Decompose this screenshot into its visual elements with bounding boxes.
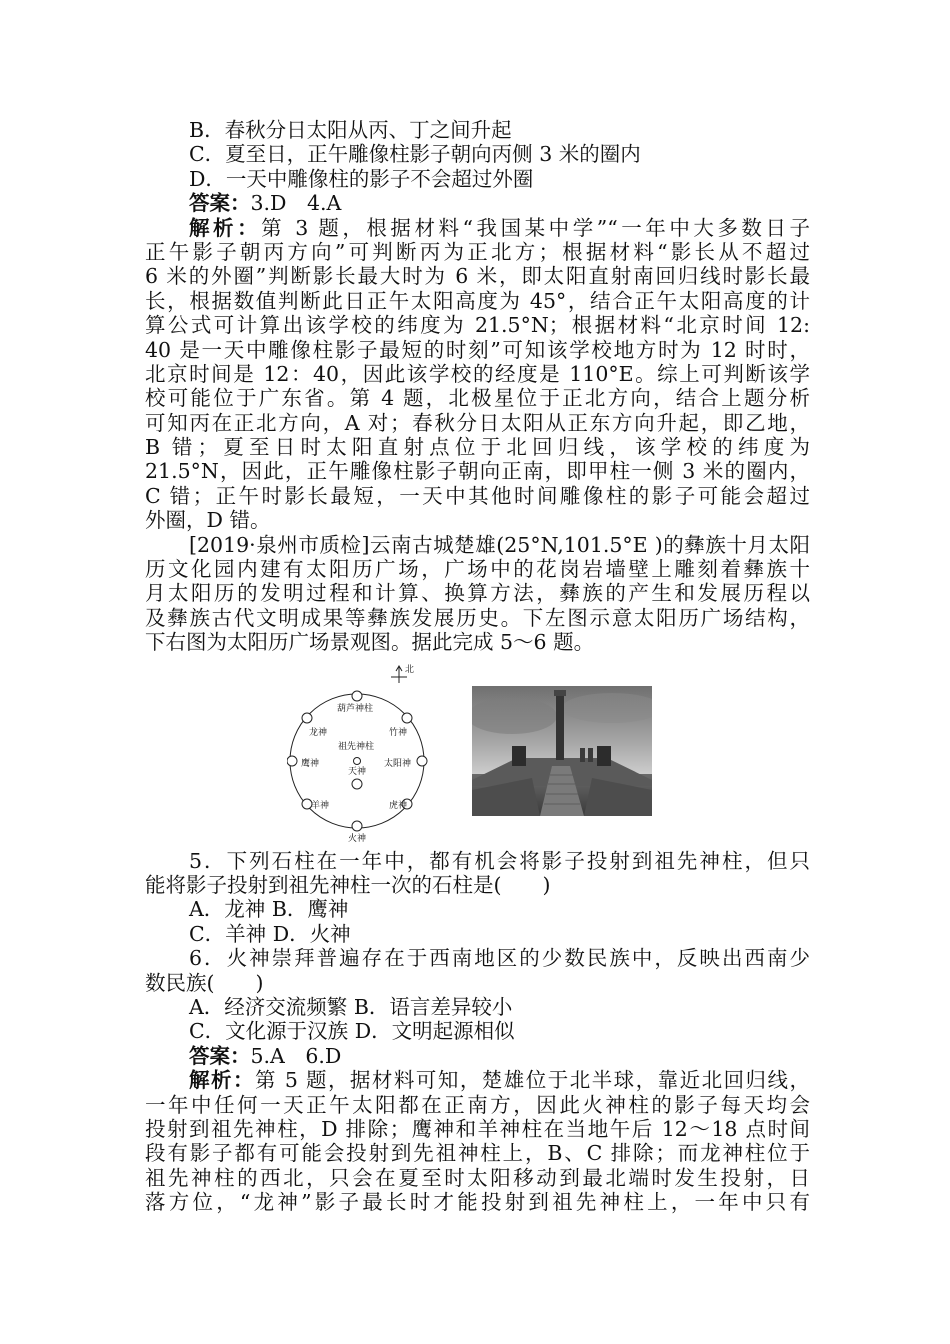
q5-options-ab: A．龙神 B．鹰神 [189, 897, 349, 922]
zuxian-label: 祖先神柱 [338, 741, 375, 752]
document-page [145, 118, 810, 1214]
analysis-line: 解析：第 5 题，据材料可知，楚雄位于北半球，靠近北回归线， [189, 1068, 811, 1093]
analysis-line: 21.5°N，因此，正午雕像柱影子朝向正南，即甲柱一侧 3 米的圈内， [145, 459, 810, 484]
analysis-label: 解析： [189, 215, 262, 240]
q6-options-cd: C．文化源于汉族 D．文明起源相似 [189, 1019, 515, 1044]
analysis-line: 段有影子都有可能会投射到先祖神柱上，B、C 排除；而龙神柱位于 [145, 1141, 810, 1166]
north-label: 北 [405, 664, 415, 675]
analysis-line: C 错；正午时影长最短，一天中其他时间雕像柱的影子可能会超过 [145, 483, 810, 508]
analysis-line: 投射到祖先神柱，D 排除；鹰神和羊神柱在当地午后 12～18 点时间 [145, 1116, 810, 1141]
ying-label: 鹰神 [301, 758, 320, 769]
tian-label: 天神 [348, 766, 367, 777]
zhu-label: 竹神 [389, 727, 408, 738]
analysis-line: 可知丙在正北方向，A 对；春秋分日太阳从正东方向升起，即乙地， [145, 410, 810, 435]
answer-label: 答案： [189, 191, 251, 216]
analysis-line: 40 是一天中雕像柱影子最短的时刻”可知该学校地方时为 12 时时， [145, 337, 810, 362]
analysis-line: 算公式可计算出该学校的纬度为 21.5°N；根据材料“北京时间 12: [145, 313, 810, 338]
sun-calendar-plaza-diagram [287, 663, 442, 845]
taiyang-label: 太阳神 [384, 758, 412, 769]
analysis-line: 长，根据数值判断此日正午太阳高度为 45°，结合正午太阳高度的计 [145, 288, 810, 313]
option-d: D．一天中雕像柱的影子不会超过外圈 [189, 166, 534, 191]
option-c: C．夏至日，正午雕像柱影子朝向丙侧 3 米的圈内 [189, 142, 641, 167]
huo-label: 火神 [348, 833, 367, 844]
analysis-line: B 错；夏至日时太阳直射点位于北回归线，该学校的纬度为 [145, 435, 810, 460]
analysis-line: 祖先神柱的西北，只会在夏至时太阳移动到最北端时发生投射，日 [145, 1165, 810, 1190]
material-line: 及彝族古代文明成果等彝族发展历史。下左图示意太阳历广场结构， [145, 605, 810, 630]
analysis-label: 解析： [189, 1068, 255, 1093]
answer-text: 5.A 6.D [250, 1043, 342, 1068]
q6-options-ab: A．经济交流频繁 B．语言差异较小 [189, 994, 513, 1019]
question-6: 6．火神崇拜普遍存在于西南地区的少数民族中，反映出西南少 [189, 946, 810, 971]
material-line: 下右图为太阳历广场景观图。据此完成 5～6 题。 [145, 630, 595, 655]
question-5: 5．下列石柱在一年中，都有机会将影子投射到祖先神柱，但只 [189, 848, 810, 873]
q5-options-cd: C．羊神 D．火神 [189, 921, 351, 946]
material-line: [2019·泉州市质检]云南古城楚雄(25°N,101.5°E )的彝族十月太阳 [189, 532, 810, 557]
answer-5-6 [145, 1044, 810, 1068]
analysis-line: 一年中任何一天正午太阳都在正南方，因此火神柱的影子每天均会 [145, 1092, 810, 1117]
hu-label: 虎神 [389, 800, 408, 811]
material-line: 历文化园内建有太阳历广场，广场中的花岗岩墙壁上雕刻着彝族十 [145, 557, 810, 582]
analysis-line: 外圈，D 错。 [145, 508, 271, 533]
option-b: B．春秋分日太阳从丙、丁之间升起 [189, 118, 512, 142]
analysis-line: 6 米的外圈”判断影长最大时为 6 米，即太阳直射南回归线时影长最 [145, 264, 810, 289]
answer-text: 3.D 4.A [250, 191, 342, 216]
analysis-line: 解析：第 3 题，根据材料“我国某中学”“一年中大多数日子 [189, 215, 811, 240]
question-6-cont: 数民族( ) [145, 970, 264, 995]
analysis-line: 北京时间是 12：40，因此该学校的经度是 110°E。综上可判断该学 [145, 361, 810, 386]
analysis-line: 正午影子朝丙方向”可判断丙为正北方；根据材料“影长从不超过 [145, 239, 810, 264]
hulu-label: 葫芦神柱 [337, 703, 374, 714]
analysis-line: 落方位，“龙神”影子最长时才能投射到祖先神柱上，一年中只有 [145, 1190, 810, 1215]
material-line: 月太阳历的发明过程和计算、换算方法，彝族的产生和发展历程以 [145, 581, 810, 606]
question-5-cont: 能将影子投射到祖先神柱一次的石柱是( ) [145, 872, 551, 897]
long-label: 龙神 [309, 727, 328, 738]
answer-3-4 [145, 191, 810, 215]
figure-row [145, 663, 810, 849]
analysis-line: 校可能位于广东省。第 4 题，北极星位于正北方向，结合上题分析 [145, 386, 810, 411]
yang-label: 羊神 [311, 800, 330, 811]
answer-label: 答案： [189, 1043, 251, 1068]
plaza-landscape-photo [472, 686, 652, 816]
